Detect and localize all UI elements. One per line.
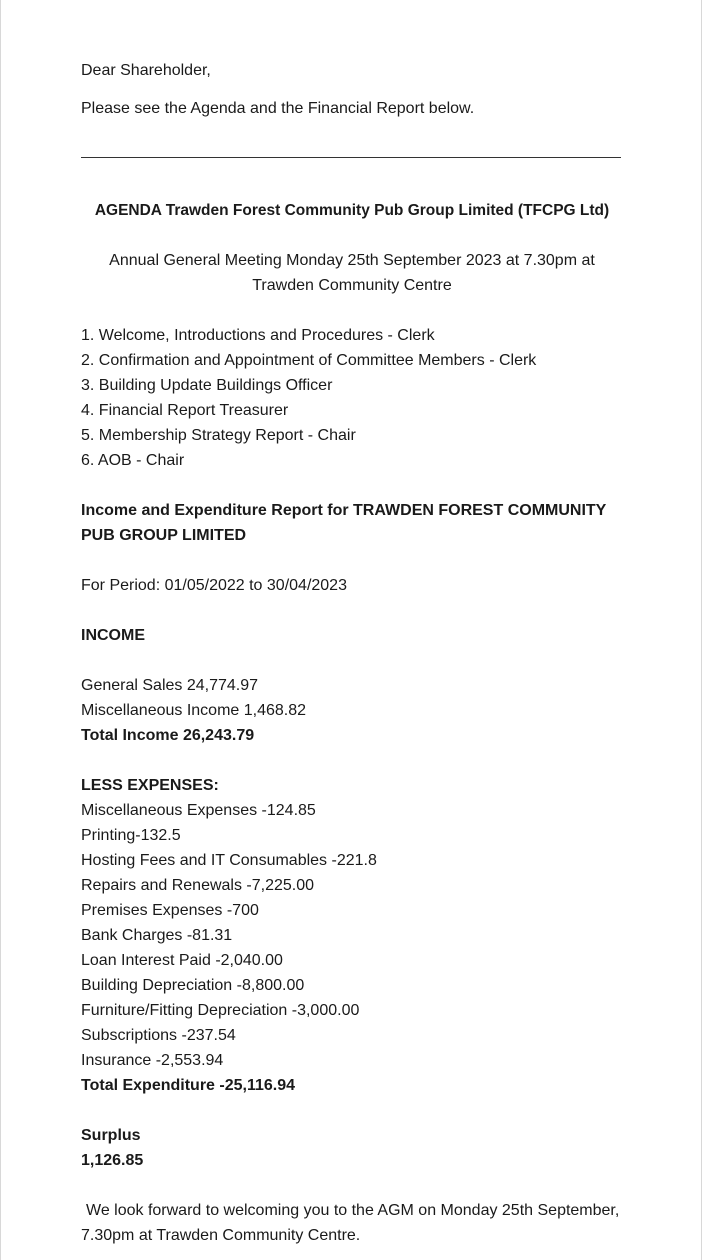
expenses-heading: LESS EXPENSES: — [81, 777, 219, 794]
expense-item: Subscriptions -237.54 — [81, 1027, 236, 1044]
expense-item: Hosting Fees and IT Consumables -221.8 — [81, 852, 377, 869]
expense-item: Building Depreciation -8,800.00 — [81, 977, 305, 994]
expense-item: Miscellaneous Expenses -124.85 — [81, 802, 316, 819]
income-list — [81, 673, 623, 748]
email-content — [81, 58, 623, 1248]
total-expenditure: Total Expenditure -25,116.94 — [81, 1077, 296, 1094]
divider — [81, 157, 621, 158]
agenda-item: 3. Building Update Buildings Officer — [81, 377, 333, 394]
closing-line: We look forward to welcoming you to the AGM on Monday 25th September, — [86, 1202, 620, 1219]
agenda-title: AGENDA Trawden Forest Community Pub Group Limited (TFCPG Ltd) — [94, 202, 610, 219]
report-title: Income and Expenditure Report for TRAWDEN FOREST COMMUNITY PUB GROUP LIMITED — [81, 502, 607, 544]
income-item: Miscellaneous Income 1,468.82 — [81, 702, 307, 719]
agenda-item: 4. Financial Report Treasurer — [81, 402, 289, 419]
expense-item: Furniture/Fitting Depreciation -3,000.00 — [81, 1002, 360, 1019]
agenda-list — [81, 323, 623, 473]
expense-item: Bank Charges -81.31 — [81, 927, 233, 944]
expense-item: Premises Expenses -700 — [81, 902, 259, 919]
meeting-info: Annual General Meeting Monday 25th September 2023 at 7.30pm at Trawden Community Centre — [109, 252, 595, 294]
greeting: Dear Shareholder, — [81, 62, 211, 79]
total-income: Total Income 26,243.79 — [81, 727, 255, 744]
expense-item: Insurance -2,553.94 — [81, 1052, 224, 1069]
agenda-item: 2. Confirmation and Appointment of Committee Members - Clerk — [81, 352, 537, 369]
agenda-item: 1. Welcome, Introductions and Procedures - Clerk — [81, 327, 435, 344]
closing-line: 7.30pm at Trawden Community Centre. — [81, 1227, 361, 1244]
surplus-section — [81, 1123, 623, 1173]
income-item: General Sales 24,774.97 — [81, 677, 259, 694]
report-period: For Period: 01/05/2022 to 30/04/2023 — [81, 577, 347, 594]
expense-item: Printing-132.5 — [81, 827, 181, 844]
expense-list — [81, 773, 623, 1098]
agenda-item: 6. AOB - Chair — [81, 452, 185, 469]
surplus-label: Surplus — [81, 1127, 141, 1144]
expense-item: Loan Interest Paid -2,040.00 — [81, 952, 283, 969]
intro-text: Please see the Agenda and the Financial Report below. — [81, 100, 475, 117]
income-heading: INCOME — [81, 627, 145, 644]
expense-item: Repairs and Renewals -7,225.00 — [81, 877, 315, 894]
agenda-item: 5. Membership Strategy Report - Chair — [81, 427, 356, 444]
surplus-value: 1,126.85 — [81, 1152, 144, 1169]
